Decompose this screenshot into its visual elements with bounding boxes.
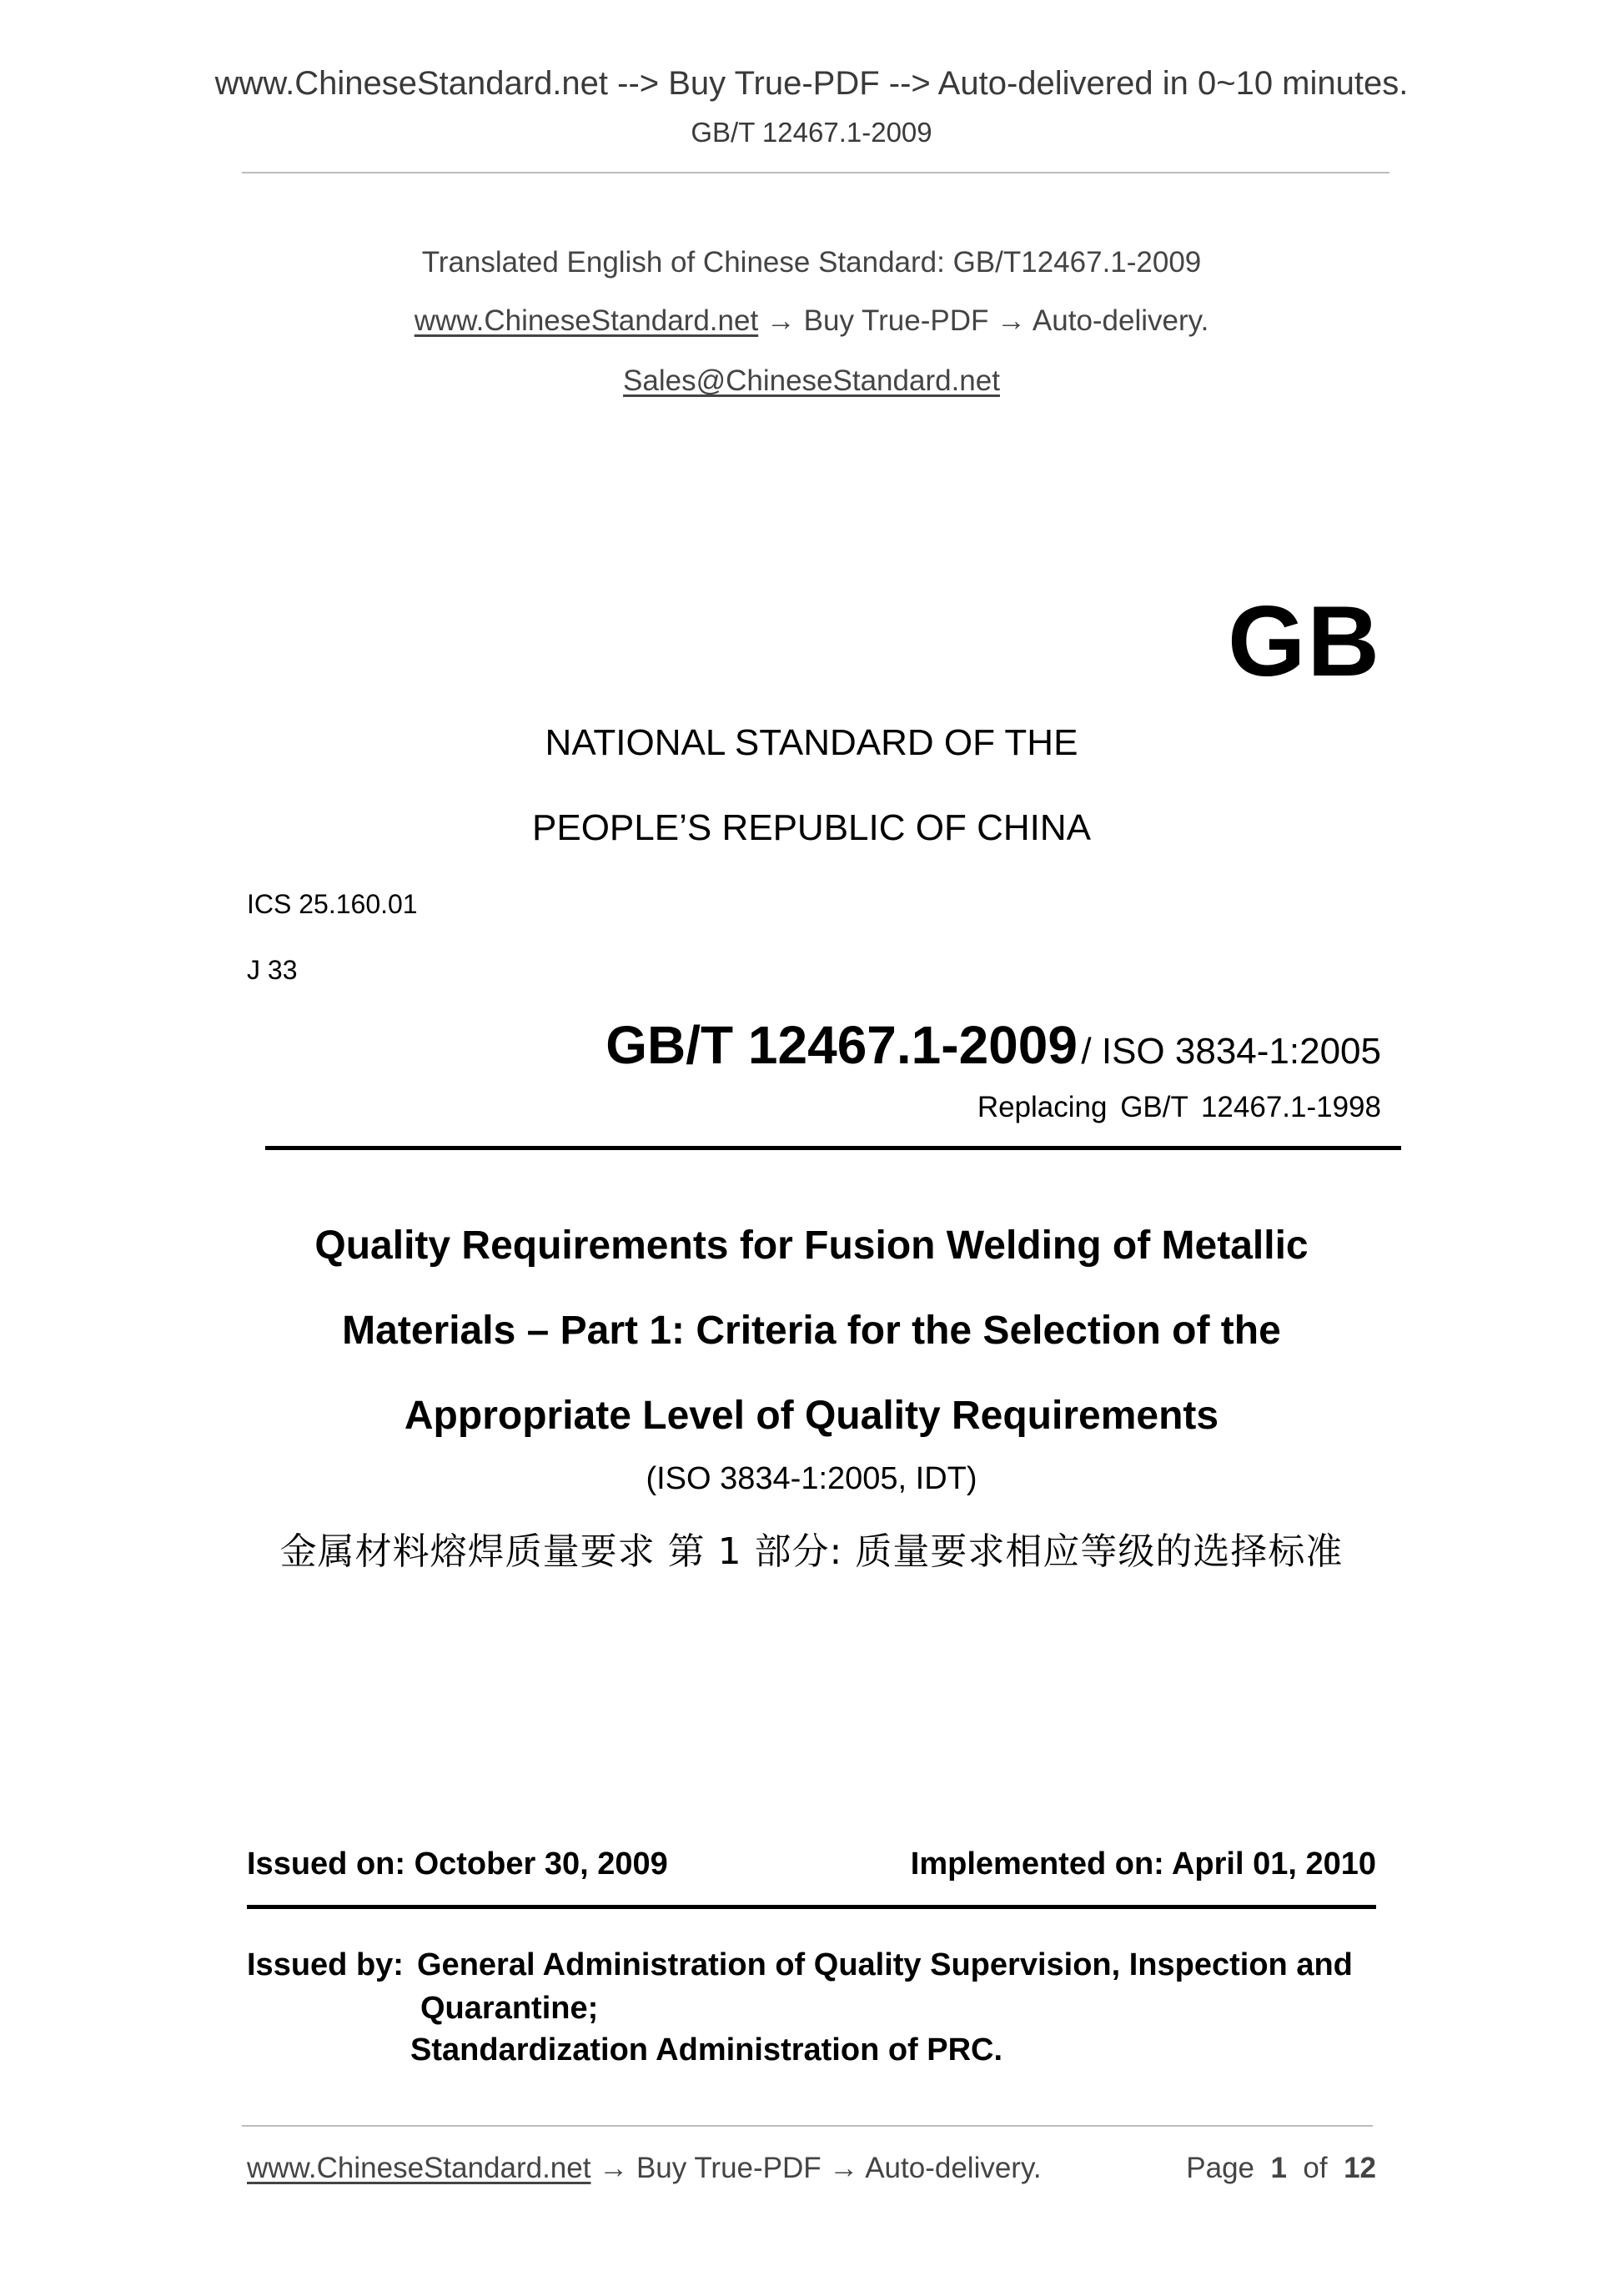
iso-equivalent: / ISO 3834-1:2005 (1081, 1031, 1381, 1072)
buy-true-pdf-text: Buy True-PDF (803, 304, 989, 337)
ics-code: ICS 25.160.01 (247, 889, 418, 919)
header-promo: www.ChineseStandard.net --> Buy True-PDF --> Auto-delivered in 0~10 minutes. (214, 65, 1409, 102)
chinese-title: 金属材料熔焊质量要求 第 1 部分: 质量要求相应等级的选择标准 (279, 1530, 1344, 1573)
issued-by-label: Issued by: (247, 1947, 404, 1982)
title-line3: Appropriate Level of Quality Requirements (404, 1394, 1219, 1438)
translation-note: Translated English of Chinese Standard: GB/T12467.1-2009 (421, 246, 1202, 279)
page-label: Page (1186, 2152, 1255, 2184)
dates-divider (247, 1905, 1376, 1909)
issuer-line3: Standardization Administration of PRC. (410, 2032, 1003, 2067)
arrow-right-icon: → (997, 304, 1027, 337)
national-standard-heading-line2: PEOPLE’S REPUBLIC OF CHINA (532, 807, 1091, 848)
header-doc-code: GB/T 12467.1-2009 (691, 117, 932, 148)
implemented-on-date: Implemented on: April 01, 2010 (910, 1846, 1376, 1882)
ccs-code: J 33 (247, 955, 298, 985)
standard-number-line (605, 1014, 1381, 1076)
footer-divider (242, 2125, 1373, 2127)
site-link[interactable]: www.ChineseStandard.net (414, 304, 759, 337)
page-indicator (1186, 2152, 1376, 2185)
national-standard-heading-line1: NATIONAL STANDARD OF THE (545, 722, 1078, 763)
issuer-line1: General Administration of Quality Supervision, Inspection and (417, 1947, 1353, 1982)
footer-site-link[interactable]: www.ChineseStandard.net (247, 2152, 591, 2184)
gb-mark: GB (1228, 585, 1381, 697)
page-total: 12 (1344, 2152, 1376, 2184)
arrow-right-icon: → (599, 2152, 629, 2184)
footer-auto-text: Auto-delivery. (865, 2152, 1042, 2184)
translation-links (0, 304, 1623, 338)
page-current: 1 (1270, 2152, 1287, 2184)
replacing-note: Replacing GB/T 12467.1-1998 (977, 1091, 1381, 1123)
footer-links (247, 2152, 1042, 2185)
issuer-line2: Quarantine; (420, 1991, 599, 2026)
auto-delivery-text: Auto-delivery. (1032, 304, 1209, 337)
issued-on-date: Issued on: October 30, 2009 (247, 1846, 668, 1882)
title-divider (265, 1146, 1401, 1150)
title-line2: Materials – Part 1: Criteria for the Selection of the (342, 1309, 1281, 1353)
iso-identity: (ISO 3834-1:2005, IDT) (646, 1461, 977, 1496)
arrow-right-icon: → (829, 2152, 859, 2184)
arrow-right-icon: → (766, 304, 796, 337)
standard-number: GB/T 12467.1-2009 (605, 1015, 1078, 1075)
header-divider (242, 172, 1389, 173)
footer-buy-text: Buy True-PDF (636, 2152, 822, 2184)
sales-email-row (0, 364, 1623, 398)
sales-email-link[interactable]: Sales@ChineseStandard.net (623, 364, 1000, 397)
page-of-label: of (1303, 2152, 1328, 2184)
title-line1: Quality Requirements for Fusion Welding of Metallic (314, 1223, 1309, 1268)
